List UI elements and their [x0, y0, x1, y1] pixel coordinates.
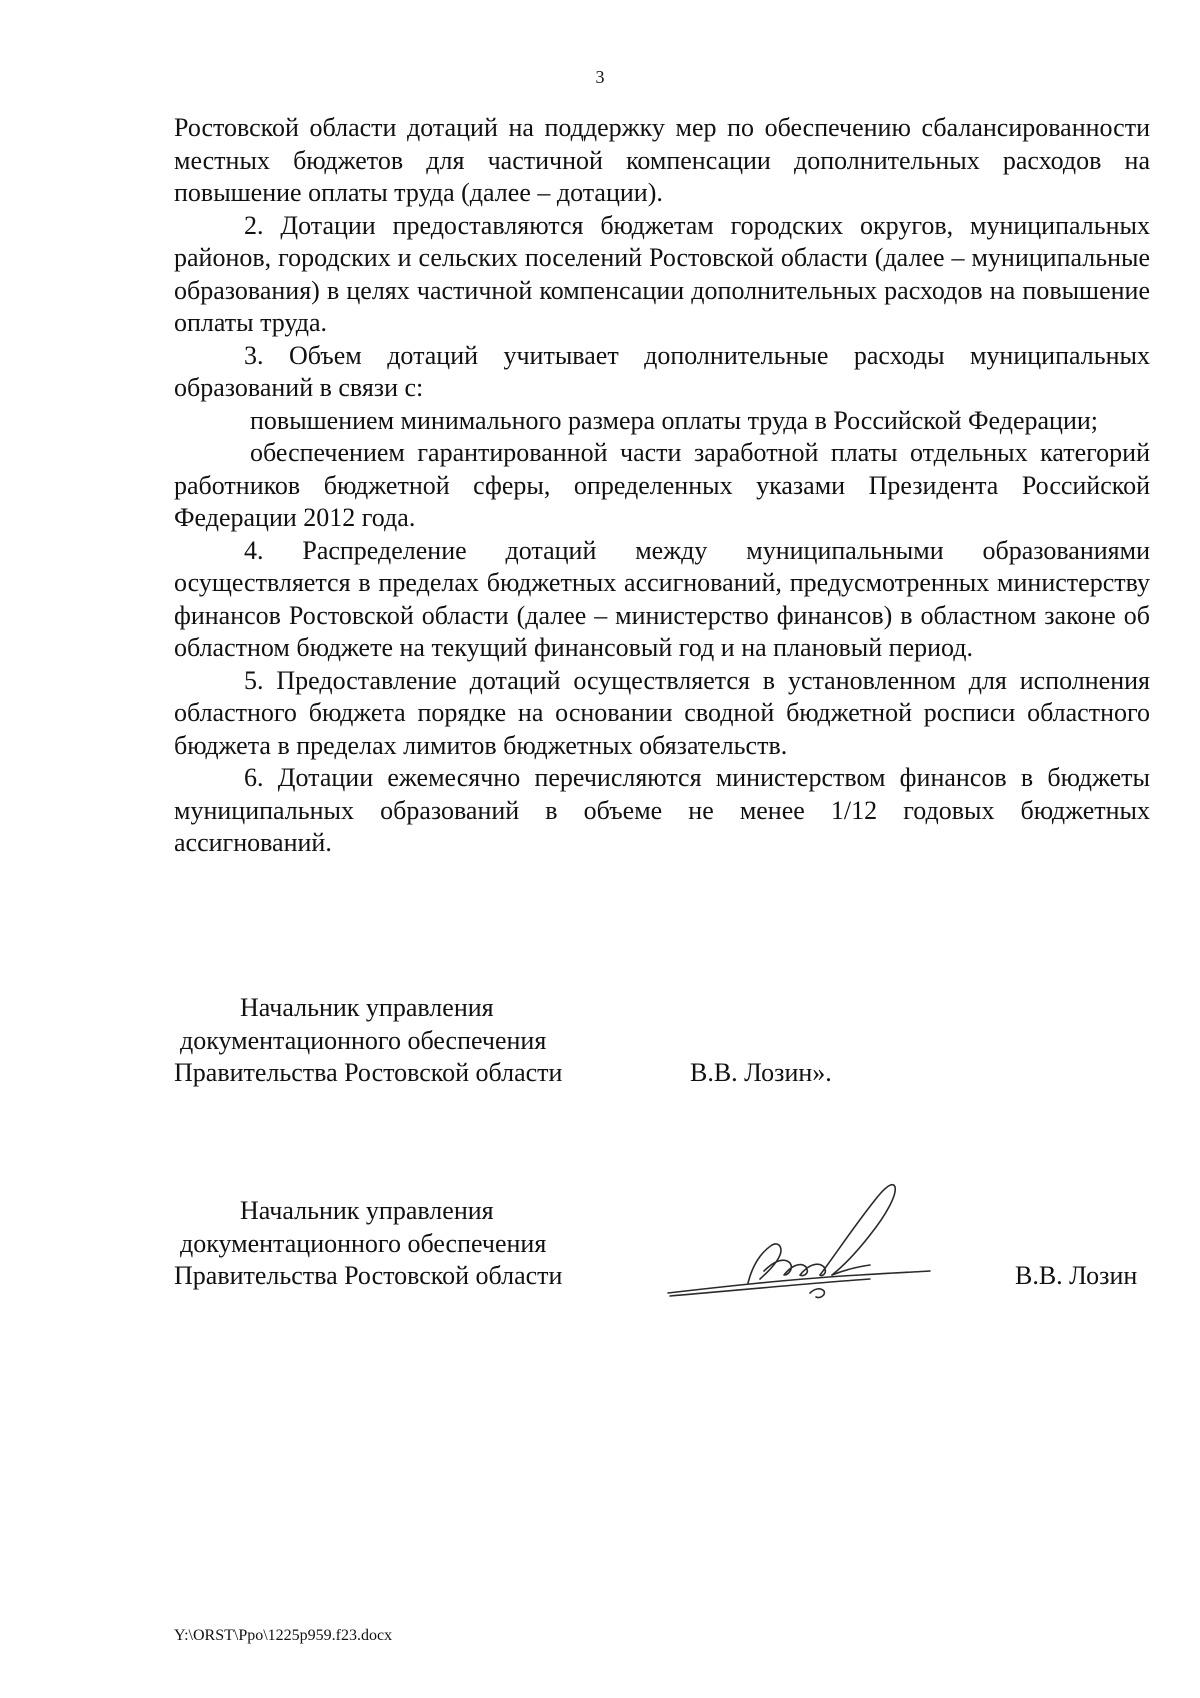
signatory-title-1: [174, 992, 614, 1090]
signatory-name-2: В.В. Лозин: [1015, 1261, 1138, 1290]
paragraph-item-4: 4. Распределение дотаций между муниципальными образованиями осуществляется в пределах бюджетных ассигнований, предусмотренных министерству финансов Ростовской области (далее – министерство финансов) в областном законе об областном бюджете на текущий финансовый год и на плановый период.: [174, 535, 1150, 662]
signatory-title-line: документационного обеспечения: [180, 1228, 547, 1258]
paragraph-item-6: 6. Дотации ежемесячно перечисляются министерством финансов в бюджеты муниципальных образований в объеме не менее 1/12 годовых бюджетных ассигнований.: [174, 763, 1150, 857]
signatory-title-line: документационного обеспечения: [180, 1025, 547, 1055]
signatory-title-line: Правительства Ростовской области: [174, 1261, 563, 1290]
page-number: 3: [595, 67, 605, 87]
paragraph-subitem-1: повышением минимального размера оплаты труда в Российской Федерации;: [250, 405, 1098, 435]
paragraph-item-5: 5. Предоставление дотаций осуществляется в установленном для исполнения областного бюджета порядке на основании сводной бюджетной росписи областного бюджета в пределах лимитов бюджетных обязательств.: [174, 665, 1150, 760]
footer-file-path: Y:\ORST\Ppo\1225p959.f23.docx: [174, 1627, 393, 1644]
paragraph-subitem-2: обеспечением гарантированной части заработной платы отдельных категорий работников бюджетной сферы, определенных указами Президента Российской Федерации 2012 года.: [174, 438, 1150, 532]
signatory-title-line: Начальник управления: [240, 1196, 494, 1225]
paragraph-continuation: Ростовской области дотаций на поддержку мер по обеспечению сбалансированности местных бюджетов для частичной компенсации дополнительных расходов на повышение оплаты труда (далее – дотации).: [174, 113, 1150, 207]
handwritten-signature: [660, 1175, 950, 1305]
signatory-title-2: [174, 1195, 614, 1293]
signatory-title-line: Правительства Ростовской области: [174, 1058, 563, 1087]
document-body: [174, 112, 1150, 860]
paragraph-item-3: 3. Объем дотаций учитывает дополнительные расходы муниципальных образований в связи с:: [174, 340, 1150, 402]
signatory-title-line: Начальник управления: [240, 993, 494, 1022]
signatory-name-1: В.В. Лозин».: [690, 1058, 832, 1087]
paragraph-item-2: 2. Дотации предоставляются бюджетам городских округов, муниципальных районов, городских и сельских поселений Ростовской области (далее – муниципальные образования) в целях частичной компенсации дополнительных расходов на повышение оплаты труда.: [174, 210, 1150, 337]
